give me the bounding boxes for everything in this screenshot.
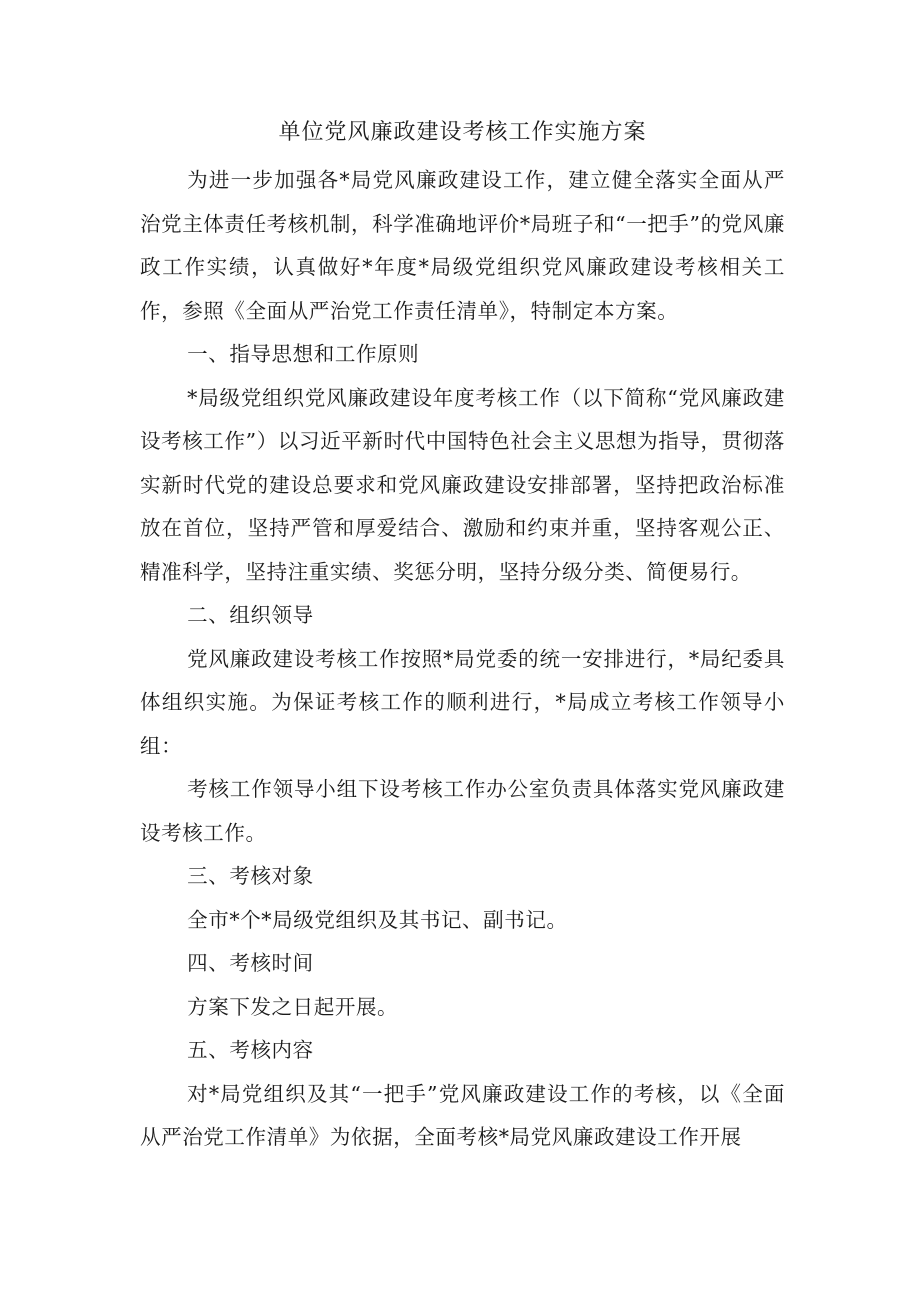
time-paragraph: 方案下发之日起开展。 (187, 994, 399, 1019)
section-heading-organization: 二、组织领导 (187, 603, 314, 627)
organization-paragraph: 党风廉政建设考核工作按照*局党委的统一安排进行，*局纪委具体组织实施。为保证考核工作的顺利进行，*局成立考核工作领导小组： (140, 646, 785, 758)
section-heading-targets: 三、考核对象 (187, 864, 314, 888)
content-paragraph: 对*局党组织及其“一把手”党风廉政建设工作的考核，以《全面从严治党工作清单》为依据，全面考核*局党风廉政建设工作开展 (140, 1081, 785, 1149)
section-heading-content: 五、考核内容 (187, 1038, 314, 1062)
document-title: 单位党风廉政建设考核工作实施方案 (278, 120, 647, 145)
section-heading-time: 四、考核时间 (187, 951, 314, 975)
document-body (140, 113, 785, 1160)
organization-office-paragraph: 考核工作领导小组下设考核工作办公室负责具体落实党风廉政建设考核工作。 (140, 777, 785, 845)
intro-paragraph: 为进一步加强各*局党风廉政建设工作，建立健全落实全面从严治党主体责任考核机制，科学准确地评价*局班子和“一把手”的党风廉政工作实绩，认真做好*年度*局级党组织党风廉政建设考核相关工作，参照《全面从严治党工作责任清单》，特制定本方案。 (140, 168, 785, 323)
section-heading-guiding-principles: 一、指导思想和工作原则 (187, 342, 420, 366)
guiding-principles-paragraph: *局级党组织党风廉政建设年度考核工作（以下简称“党风廉政建设考核工作”）以习近平新时代中国特色社会主义思想为指导，贯彻落实新时代党的建设总要求和党风廉政建设安排部署，坚持把政治标准放在首位，坚持严管和厚爱结合、激励和约束并重，坚持客观公正、精准科学，坚持注重实绩、奖惩分明，坚持分级分类、简便易行。 (140, 385, 785, 584)
targets-paragraph: 全市*个*局级党组织及其书记、副书记。 (187, 907, 568, 932)
